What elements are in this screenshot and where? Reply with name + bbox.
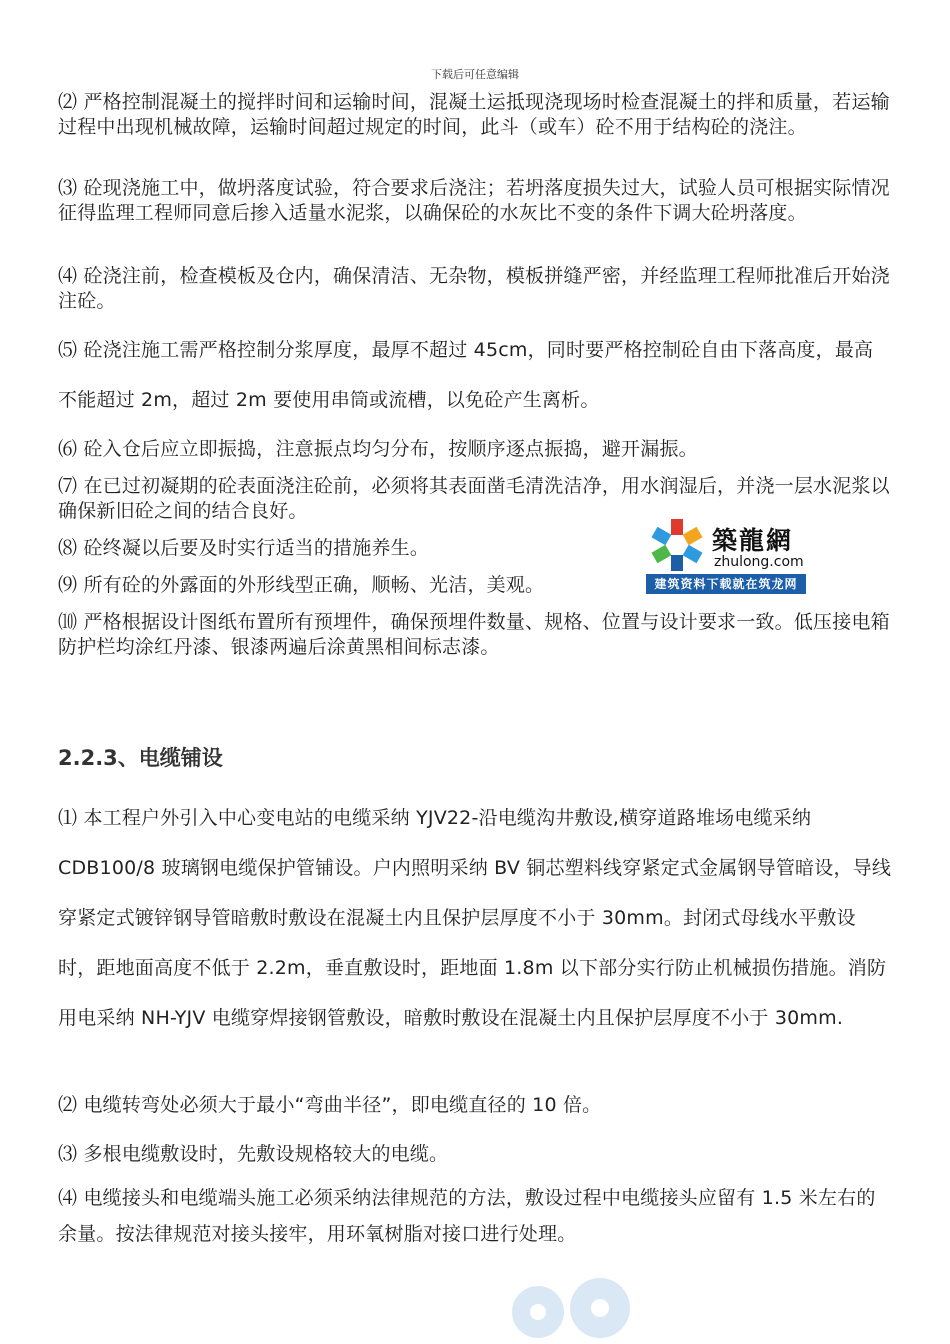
paragraph-3: ⑶ 砼现浇施工中，做坍落度试验，符合要求后浇注；若坍落度损失过大，试验人员可根据实际情况征得监理工程师同意后掺入适量水泥浆，以确保砼的水灰比不变的条件下调大砼坍落度。 [58,177,890,224]
paragraph-cable-3: ⑶ 多根电缆敷设时，先敷设规格较大的电缆。 [58,1143,449,1165]
logo-top [646,517,806,573]
paragraph-cable-2: ⑵ 电缆转弯处必须大于最小“弯曲半径”，即电缆直径的 10 倍。 [58,1094,602,1116]
zhulong-logo [646,517,806,595]
paragraph-5: ⑸ 砼浇注施工需严格控制分浆厚度，最厚不超过 45cm，同时要严格控制砼自由下落高度，最高不能超过 2m，超过 2m 要使用串筒或流槽，以免砼产生离析。 [58,339,874,411]
paragraph-6: ⑹ 砼入仓后应立即振捣，注意振点均匀分布，按顺序逐点振捣，避开漏振。 [58,438,698,460]
paragraph-cable-1: ⑴ 本工程户外引入中心变电站的电缆采纳 YJV22-沿电缆沟井敷设,横穿道路堆场电缆采纳 CDB100/8 玻璃钢电缆保护管铺设。户内照明采纳 BV 铜芯塑料线穿紧定式金属钢导管暗设，导线穿紧定式镀锌钢导管暗敷时敷设在混凝土内且保护层厚度不小于 30mm。封闭式母线水平敷设时，距地面高度不低于 2.2m，垂直敷设时，距地面 1.8m 以下部分实行防止机械损伤措施。消防用电采纳 NH-YJV 电缆穿焊接钢管敷设，暗敷时敷设在混凝土内且保护层厚度不小于 30mm. [58,807,892,1029]
paragraph-8: ⑻ 砼终凝以后要及时实行适当的措施养生。 [58,537,430,559]
snowflake-watermark-icon [500,1268,650,1344]
paragraph-10: ⑽ 严格根据设计图纸布置所有预埋件，确保预埋件数量、规格、位置与设计要求一致。低压接电箱防护栏均涂红丹漆、银漆两遍后涂黄黑相间标志漆。 [58,611,890,658]
logo-brand: 築龍網 [712,526,794,555]
paragraph-4: ⑷ 砼浇注前，检查模板及仓内，确保清洁、无杂物，模板拼缝严密，并经监理工程师批准后开始浇注砼。 [58,265,890,312]
paragraph-9: ⑼ 所有砼的外露面的外形线型正确，顺畅、光洁，美观。 [58,574,545,596]
logo-slogan: 建筑资料下载就在筑龙网 [646,574,806,594]
paragraph-7: ⑺ 在已过初凝期的砼表面浇注砼前，必须将其表面凿毛清洗洁净，用水润湿后，并浇一层水泥浆以确保新旧砼之间的结合良好。 [58,475,890,522]
paragraph-cable-4: ⑷ 电缆接头和电缆端头施工必须采纳法律规范的方法，敷设过程中电缆接头应留有 1.5 米左右的余量。按法律规范对接头接牢，用环氧树脂对接口进行处理。 [58,1187,876,1245]
logo-site: zhulong.com [714,554,804,570]
snowflake-logo-icon [646,517,708,573]
page-header: 下载后可任意编辑 [431,68,519,81]
paragraph-2: ⑵ 严格控制混凝土的搅拌时间和运输时间，混凝土运抵现浇现场时检查混凝土的拌和质量，若运输过程中出现机械故障，运输时间超过规定的时间，此斗（或车）砼不用于结构砼的浇注。 [58,91,890,138]
section-heading: 2.2.3、电缆铺设 [58,746,223,770]
